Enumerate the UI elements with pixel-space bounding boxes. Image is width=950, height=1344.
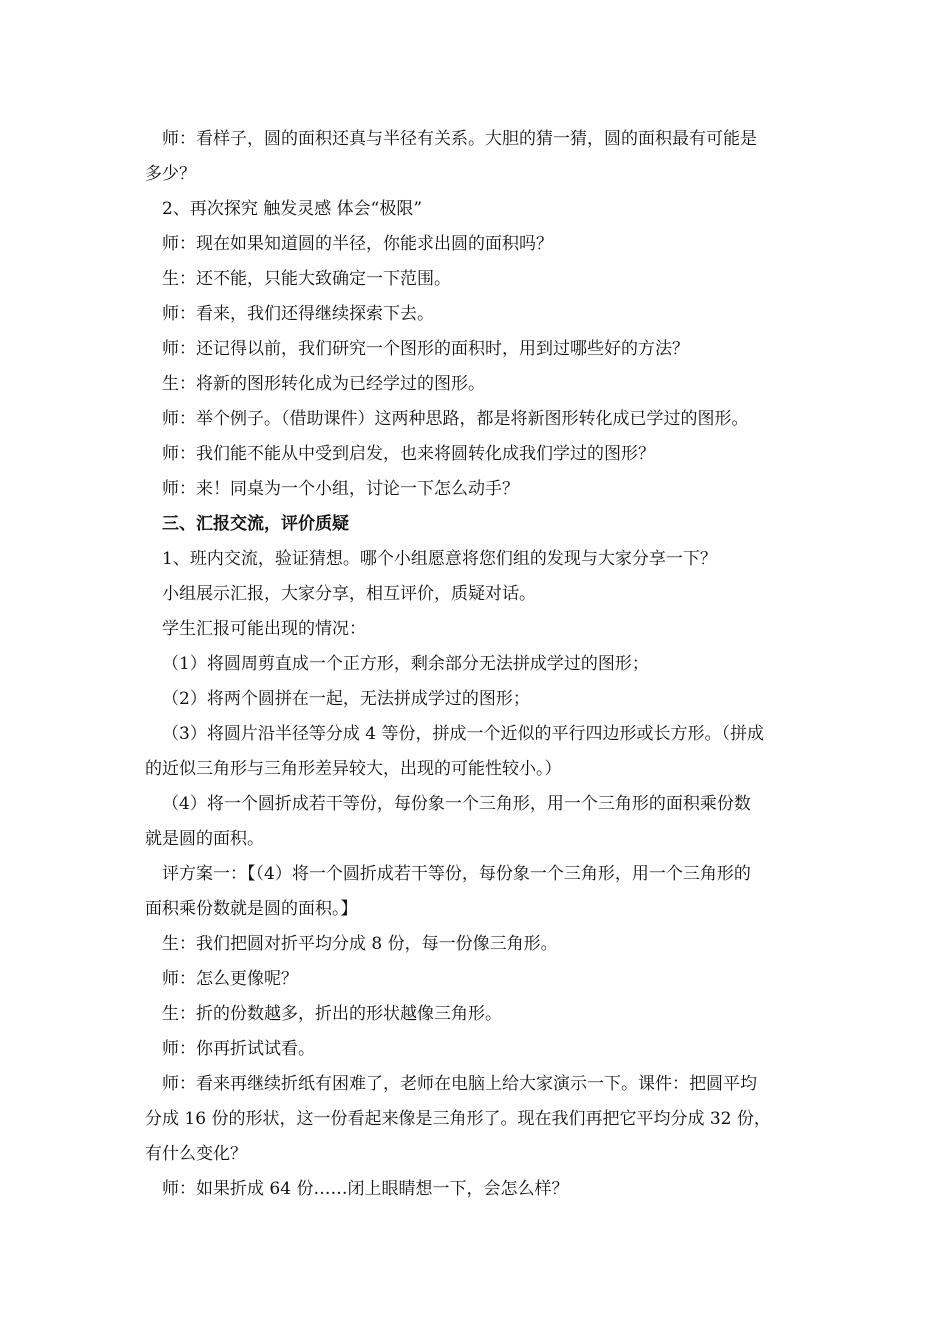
paragraph-line: 师：看样子，圆的面积还真与半径有关系。大胆的猜一猜，圆的面积最有可能是 [162, 129, 757, 149]
paragraph-line: 师：看来再继续折纸有困难了，老师在电脑上给大家演示一下。课件：把圆平均 [162, 1074, 757, 1094]
subsection-heading: 2、再次探究 触发灵感 体会“极限” [162, 199, 423, 219]
paragraph-line: 生：折的份数越多，折出的形状越像三角形。 [162, 1004, 502, 1024]
paragraph-line: 评方案一：【（4）将一个圆折成若干等份，每份象一个三角形，用一个三角形的 [162, 864, 751, 884]
paragraph-line: 1、班内交流，验证猜想。哪个小组愿意将您们组的发现与大家分享一下？ [162, 549, 717, 569]
paragraph-line: 师：我们能不能从中受到启发，也来将圆转化成我们学过的图形？ [162, 444, 655, 464]
list-item-continuation: 的近似三角形与三角形差异较大，出现的可能性较小。） [145, 759, 562, 779]
list-item-continuation: 就是圆的面积。 [145, 829, 264, 849]
paragraph-line: 面积乘份数就是圆的面积。】 [145, 899, 358, 919]
paragraph-line: 生：还不能，只能大致确定一下范围。 [162, 269, 451, 289]
paragraph-line: 多少？ [145, 164, 196, 184]
paragraph-line: 生：将新的图形转化成为已经学过的图形。 [162, 374, 485, 394]
paragraph-line: 师：你再折试试看。 [162, 1039, 315, 1059]
paragraph-line: 师：还记得以前，我们研究一个图形的面积时，用到过哪些好的方法？ [162, 339, 689, 359]
paragraph-line: 师：看来，我们还得继续探索下去。 [162, 304, 434, 324]
paragraph-line: 师：举个例子。（借助课件）这两种思路，都是将新图形转化成已学过的图形。 [162, 409, 749, 429]
list-item: （1）将圆周剪直成一个正方形，剩余部分无法拼成学过的图形； [162, 654, 649, 674]
paragraph-line: 生：我们把圆对折平均分成 8 份，每一份像三角形。 [162, 934, 558, 954]
list-item: （3）将圆片沿半径等分成 4 等份，拼成一个近似的平行四边形或长方形。（拼成 [162, 724, 764, 744]
section-heading: 三、汇报交流，评价质疑 [162, 514, 349, 534]
paragraph-line: 分成 16 份的形状，这一份看起来像是三角形了。现在我们再把它平均分成 32 份， [145, 1109, 771, 1129]
paragraph-line: 小组展示汇报，大家分享，相互评价，质疑对话。 [162, 584, 536, 604]
paragraph-line: 师：现在如果知道圆的半径，你能求出圆的面积吗？ [162, 234, 553, 254]
paragraph-line: 学生汇报可能出现的情况： [162, 619, 366, 639]
paragraph-line: 师：怎么更像呢？ [162, 969, 298, 989]
list-item: （2）将两个圆拼在一起，无法拼成学过的图形； [162, 689, 530, 709]
paragraph-line: 师：如果折成 64 份……闭上眼睛想一下，会怎么样？ [162, 1179, 569, 1199]
paragraph-line: 有什么变化？ [145, 1144, 247, 1164]
paragraph-line: 师：来！同桌为一个小组，讨论一下怎么动手？ [162, 479, 519, 499]
list-item: （4）将一个圆折成若干等份，每份象一个三角形，用一个三角形的面积乘份数 [162, 794, 751, 814]
